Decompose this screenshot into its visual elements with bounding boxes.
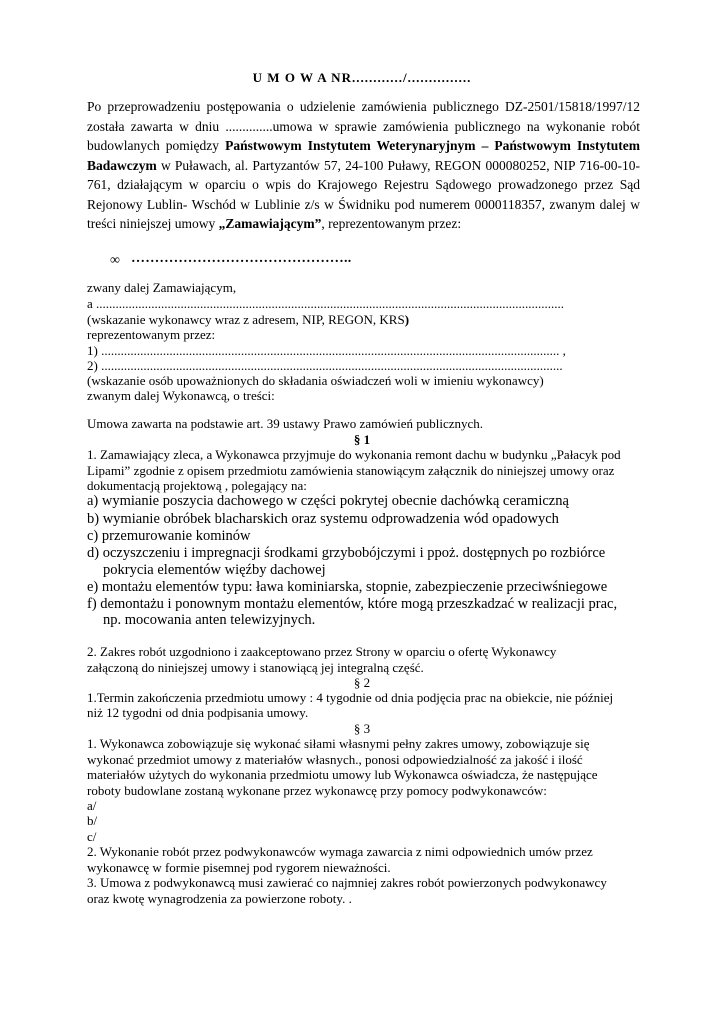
- list-item: c) przemurowanie kominów: [87, 528, 251, 544]
- list-item-continued: pokrycia elementów więźby dachowej: [103, 562, 326, 578]
- wykonawca-line: zwanym dalej Wykonawcą, o treści:: [87, 388, 275, 403]
- list-item: a) wymianie poszycia dachowego w części pokrytej obecnie dachówką ceramiczną: [87, 493, 569, 509]
- legal-basis: Umowa zawarta na podstawie art. 39 ustawy Prawo zamówień publicznych.: [87, 416, 484, 431]
- zamawiajacy-term: „Zamawiającym”: [218, 216, 322, 231]
- section-1-heading: § 1: [353, 432, 371, 447]
- representative-line-2: 2) ..............................................................................................................................................: [87, 358, 563, 373]
- s2-line-2: niż 12 tygodni od dnia podpisania umowy.: [87, 705, 309, 720]
- list-item: b) wymianie obróbek blacharskich oraz systemu odprowadzenia wód opadowych: [87, 511, 559, 527]
- s3-p2-line-2: wykonawcę w formie pisemnej pod rygorem nieważności.: [87, 860, 391, 875]
- section-3-heading: § 3: [353, 721, 371, 736]
- s3-p3-line-2: oraz kwotę wynagrodzenia za powierzone roboty. .: [87, 891, 352, 906]
- list-item: e) montażu elementów typu: ława kominiarska, stopnie, zabezpieczenie przeciwśniegowe: [87, 579, 608, 595]
- subcontractor-c: c/: [87, 829, 97, 844]
- document-title: U M O W A NR............/...............: [252, 70, 472, 85]
- s3-line-3: materiałów użytych do wykonania przedmiotu umowy lub Wykonawca oświadcza, że następujące: [87, 767, 598, 782]
- s1-p1-line-2: Lipami” zgodnie z opisem przedmiotu zamówienia stanowiącym załącznik do niniejszej umowy oraz: [87, 463, 615, 478]
- s3-p2-line-1: 2. Wykonanie robót przez podwykonawców wymaga zawarcia z nimi odpowiednich umów przez: [87, 844, 593, 859]
- representative-line-1: 1) ............................................................................................................................................. ,: [87, 343, 566, 358]
- representatives-hint: (wskazanie osób upoważnionych do składania oświadczeń woli w imieniu wykonawcy): [87, 373, 544, 388]
- contractor-hint-close: ): [404, 312, 410, 327]
- s1-p1-line-1: 1. Zamawiający zleca, a Wykonawca przyjmuje do wykonania remont dachu w budynku „Pałacyk pod: [87, 447, 621, 462]
- zwany-line: zwany dalej Zamawiającym,: [87, 280, 237, 295]
- contractor-line: a ................................................................................................................................................: [87, 296, 565, 311]
- s3-line-2: wykonać przedmiot umowy z materiałów własnych., ponosi odpowiedzialność za jakość i ilość: [87, 752, 583, 767]
- list-item: d) oczyszczeniu i impregnacji środkami grzybobójczymi i ppoż. dostępnych po rozbiórce: [87, 545, 606, 561]
- intro-text-3: , reprezentowanym przez:: [321, 216, 462, 231]
- section-2-heading: § 2: [353, 675, 371, 690]
- s3-line-4: roboty budowlane zostaną wykonane przez wykonawcę przy pomocy podwykonawców:: [87, 783, 547, 798]
- s2-line-1: 1.Termin zakończenia przedmiotu umowy : 4 tygodnie od dnia podjęcia prac na obiekcie, nie później: [87, 690, 614, 705]
- contractor-hint: [87, 312, 409, 328]
- subcontractor-a: a/: [87, 798, 97, 813]
- s1-p2-line-2: załączoną do niniejszej umowy i stanowiącą jej integralną część.: [87, 660, 424, 675]
- intro-paragraph: [87, 97, 640, 234]
- s3-line-1: 1. Wykonawca zobowiązuje się wykonać siłami własnymi pełny zakres umowy, zobowiązuje się: [87, 736, 590, 751]
- subcontractor-b: b/: [87, 813, 98, 828]
- list-item: f) demontażu i ponownym montażu elementów, które mogą przeszkadzać w realizacji prac,: [87, 596, 618, 612]
- s1-p1-line-3: dokumentacją projektową , polegający na:: [87, 478, 307, 493]
- representative-placeholder: ………………………………………..: [131, 251, 352, 266]
- s1-p2-line-1: 2. Zakres robót uzgodniono i zaakceptowano przez Strony w oparciu o ofertę Wykonawcy: [87, 644, 557, 659]
- s3-p3-line-1: 3. Umowa z podwykonawcą musi zawierać co najmniej zakres robót powierzonych podwykonawcy: [87, 875, 607, 890]
- represented-by: reprezentowanym przez:: [87, 327, 216, 342]
- intro-text-1: Po przeprowadzeniu postępowania o udzielenie zamówienia publicznego DZ-2501/15818/1997/12 została zawarta w dniu ..............umowa w sprawie zamówienia publicznego na wykonanie robót budowlanych pomiędzy: [87, 99, 640, 153]
- list-item-continued: np. mocowania anten telewizyjnych.: [103, 612, 316, 628]
- institute-name: Państwowym Instytutem Weterynaryjnym – Państwowym Instytutem Badawczym: [87, 138, 640, 173]
- contractor-hint-text: (wskazanie wykonawcy wraz z adresem, NIP, REGON, KRS: [87, 312, 405, 327]
- intro-text-2: w Puławach, al. Partyzantów 57, 24-100 Puławy, REGON 000080252, NIP 716-00-10-761, działającym w oparciu o wpis do Krajowego Rejestru Sądowego prowadzonego przez Sąd Rejonowy Lublin- Wschód w Lublinie z/s w Świdniku pod numerem 0000118357, zwanym dalej w treści niniejszej umowy: [87, 157, 640, 231]
- bullet-icon: ∞: [110, 253, 120, 268]
